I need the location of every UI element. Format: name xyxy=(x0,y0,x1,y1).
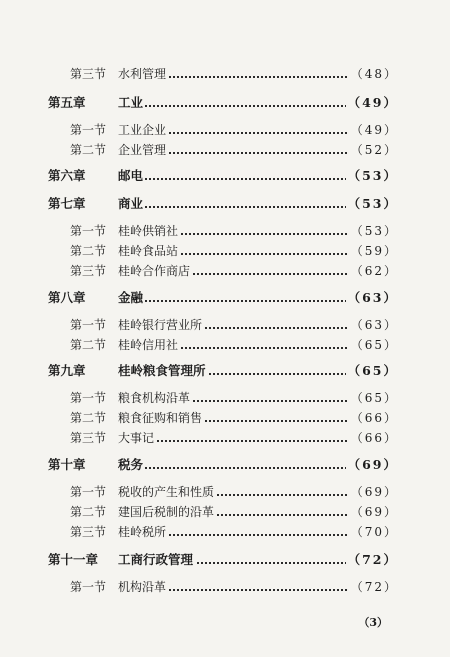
toc-section-row xyxy=(0,315,450,335)
entry-title: 工业企业 xyxy=(118,120,168,140)
page-reference: （53） xyxy=(346,194,398,214)
page-reference: （72） xyxy=(349,577,398,597)
page-reference: （65） xyxy=(349,335,398,355)
entry-title: 粮食征购和销售 xyxy=(118,408,204,428)
page-reference: （69） xyxy=(349,482,398,502)
page-number: （3） xyxy=(358,616,388,629)
toc-section-row xyxy=(0,140,450,160)
entry-title: 工业 xyxy=(118,93,145,113)
section-number: 第一节 xyxy=(70,123,107,137)
toc-section-row xyxy=(0,428,450,448)
page-reference: （49） xyxy=(346,93,398,113)
toc-section-row xyxy=(0,64,450,84)
toc-chapter-row xyxy=(0,288,450,308)
section-number: 第三节 xyxy=(70,525,107,539)
section-number: 第一节 xyxy=(70,224,107,238)
toc-chapter-row xyxy=(0,166,450,186)
entry-title: 桂岭粮食管理所 xyxy=(118,361,208,381)
entry-title: 大事记 xyxy=(118,428,156,448)
section-number: 第一节 xyxy=(70,391,107,405)
entry-title: 水利管理 xyxy=(118,64,168,84)
toc-section-row xyxy=(0,335,450,355)
chapter-number: 第五章 xyxy=(48,95,86,110)
toc-section-row xyxy=(0,388,450,408)
chapter-number: 第八章 xyxy=(48,290,86,305)
page-reference: （48） xyxy=(349,64,398,84)
toc-section-row xyxy=(0,577,450,597)
section-number: 第一节 xyxy=(70,580,107,594)
chapter-number: 第十一章 xyxy=(48,552,99,567)
section-number: 第三节 xyxy=(70,264,107,278)
toc-chapter-row xyxy=(0,93,450,113)
entry-title: 桂岭信用社 xyxy=(118,335,180,355)
page-reference: （65） xyxy=(346,361,398,381)
entry-title: 金融 xyxy=(118,288,145,308)
section-number: 第二节 xyxy=(70,338,107,352)
toc-section-row xyxy=(0,120,450,140)
entry-title: 邮电 xyxy=(118,166,145,186)
page-reference: （52） xyxy=(349,140,398,160)
entry-title: 桂岭合作商店 xyxy=(118,261,192,281)
page-reference: （65） xyxy=(349,388,398,408)
page-reference: （62） xyxy=(349,261,398,281)
toc-section-row xyxy=(0,221,450,241)
entry-title: 桂岭供销社 xyxy=(118,221,180,241)
entry-title: 企业管理 xyxy=(118,140,168,160)
toc-section-row xyxy=(0,502,450,522)
section-number: 第一节 xyxy=(70,485,107,499)
page-reference: （49） xyxy=(349,120,398,140)
page-reference: （69） xyxy=(349,502,398,522)
entry-title: 桂岭银行营业所 xyxy=(118,315,204,335)
section-number: 第二节 xyxy=(70,244,107,258)
entry-title: 粮食机构沿革 xyxy=(118,388,192,408)
entry-title: 桂岭食品站 xyxy=(118,241,180,261)
section-number: 第二节 xyxy=(70,143,107,157)
toc-chapter-row xyxy=(0,455,450,475)
section-number: 第三节 xyxy=(70,67,107,81)
page-reference: （66） xyxy=(349,428,398,448)
toc-chapter-row xyxy=(0,194,450,214)
page-reference: （63） xyxy=(346,288,398,308)
page-reference: （69） xyxy=(346,455,398,475)
page-reference: （53） xyxy=(349,221,398,241)
toc-chapter-row xyxy=(0,550,450,570)
entry-title: 建国后税制的沿革 xyxy=(118,502,216,522)
page-reference: （72） xyxy=(346,550,398,570)
toc-chapter-row xyxy=(0,361,450,381)
toc-section-row xyxy=(0,241,450,261)
section-number: 第三节 xyxy=(70,431,107,445)
section-number: 第二节 xyxy=(70,505,107,519)
chapter-number: 第九章 xyxy=(48,363,86,378)
entry-title: 税收的产生和性质 xyxy=(118,482,216,502)
toc-section-row xyxy=(0,482,450,502)
section-number: 第一节 xyxy=(70,318,107,332)
entry-title: 桂岭税所 xyxy=(118,522,168,542)
section-number: 第二节 xyxy=(70,411,107,425)
page-reference: （66） xyxy=(349,408,398,428)
chapter-number: 第七章 xyxy=(48,196,86,211)
entry-title: 税务 xyxy=(118,455,145,475)
toc-section-row xyxy=(0,408,450,428)
page-reference: （59） xyxy=(349,241,398,261)
page-reference: （53） xyxy=(346,166,398,186)
page-reference: （63） xyxy=(349,315,398,335)
entry-title: 机构沿革 xyxy=(118,577,168,597)
entry-title: 工商行政管理 xyxy=(118,550,195,570)
page-reference: （70） xyxy=(349,522,398,542)
entry-title: 商业 xyxy=(118,194,145,214)
toc-section-row xyxy=(0,522,450,542)
toc-section-row xyxy=(0,261,450,281)
chapter-number: 第十章 xyxy=(48,457,86,472)
chapter-number: 第六章 xyxy=(48,168,86,183)
